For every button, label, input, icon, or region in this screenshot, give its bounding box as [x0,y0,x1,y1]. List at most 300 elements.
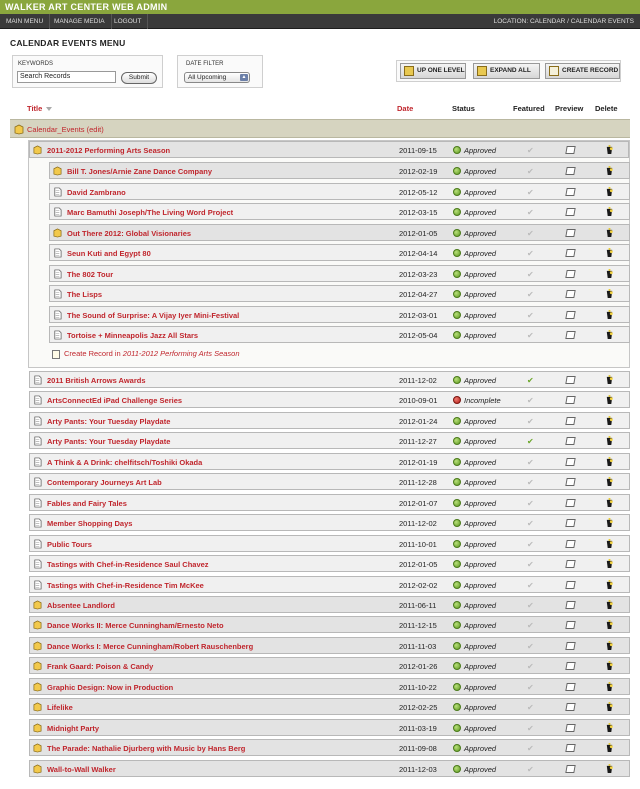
record-title[interactable]: The 802 Tour [67,269,114,279]
preview-icon[interactable] [565,540,575,548]
featured-check-icon[interactable]: ✔ [527,376,534,385]
create-record-button[interactable] [545,63,620,79]
record-row[interactable] [29,760,630,777]
status-dot-icon [453,478,461,486]
record-row[interactable] [49,224,630,241]
nav-manage-media[interactable]: MANAGE MEDIA [48,14,112,29]
search-input[interactable]: Search Records [17,71,116,83]
record-date: 2011-12-02 [399,376,437,385]
preview-icon[interactable] [565,499,575,507]
preview-icon[interactable] [565,311,575,319]
folder-icon [53,228,62,238]
record-status: Approved [464,457,497,467]
record-title[interactable]: Seun Kuti and Egypt 80 [67,249,151,258]
preview-icon[interactable] [565,478,575,486]
page-title: CALENDAR EVENTS MENU [10,38,126,48]
record-date: 2012-01-07 [399,498,438,508]
status-dot-icon [453,540,461,548]
featured-check-icon[interactable]: ✔ [527,269,534,279]
create-record-target: 2011-2012 Performing Arts Season [122,349,240,358]
delete-icon[interactable] [605,207,614,217]
record-icon [53,207,62,217]
preview-icon[interactable] [565,437,575,445]
status-dot-icon [453,642,461,650]
record-date: 2012-03-01 [399,310,438,320]
preview-icon[interactable] [565,167,575,175]
record-status: Approved [464,146,497,155]
expand-all-button[interactable] [473,63,540,79]
delete-icon[interactable] [605,477,614,487]
record-title[interactable]: Frank Gaard: Poison & Candy [47,662,154,672]
delete-icon[interactable] [605,559,614,569]
record-title[interactable]: The Sound of Surprise: A Vijay Iyer Mini-Festival [67,310,240,320]
featured-check-icon[interactable]: ✔ [527,416,534,426]
record-row[interactable] [49,162,630,179]
featured-check-icon[interactable]: ✔ [527,580,534,590]
record-date: 2011-09-15 [399,146,437,155]
record-title[interactable]: 2011 British Arrows Awards [47,376,146,385]
record-date: 2012-02-25 [399,703,438,713]
record-row[interactable] [29,535,630,552]
preview-icon[interactable] [565,249,575,257]
folder-icon [53,166,62,176]
featured-check-icon[interactable]: ✔ [527,146,534,155]
record-date: 2011-09-08 [399,744,437,754]
record-icon [53,187,62,197]
record-status: Approved [464,560,497,570]
up-one-level-label: UP ONE LEVEL [417,67,465,74]
delete-icon[interactable] [605,375,614,385]
record-title[interactable]: Marc Bamuthi Joseph/The Living Word Project [67,208,234,217]
record-title[interactable]: Midnight Party [47,723,100,733]
record-status: Approved [464,187,497,197]
status-dot-icon [453,208,461,216]
record-row[interactable] [29,432,630,449]
delete-icon[interactable] [605,743,614,753]
record-status: Incomplete [464,396,501,406]
keywords-label: KEYWORDS [18,61,54,67]
record-row[interactable] [29,555,630,572]
record-status: Approved [464,416,497,426]
preview-icon[interactable] [565,642,575,650]
sort-down-icon [46,107,52,111]
record-status: Approved [464,744,497,754]
record-icon [53,269,62,279]
record-status: Approved [464,600,497,610]
status-dot-icon [453,560,461,568]
featured-check-icon[interactable]: ✔ [527,228,534,238]
record-icon [33,539,42,549]
preview-icon[interactable] [565,458,575,466]
delete-icon[interactable] [605,330,614,340]
preview-icon[interactable] [565,560,575,568]
record-title[interactable]: Fables and Fairy Tales [47,498,127,508]
delete-icon[interactable] [605,580,614,590]
record-title[interactable]: 2011-2012 Performing Arts Season [47,146,171,155]
folder-icon [33,702,42,712]
delete-icon[interactable] [605,641,614,651]
record-row[interactable] [29,596,630,613]
featured-check-icon[interactable]: ✔ [527,437,534,447]
status-dot-icon [453,167,461,175]
root-folder-name[interactable]: Calendar_Events [27,125,85,134]
folder-icon [33,620,42,630]
status-dot-icon [453,601,461,609]
status-dot-icon [453,311,461,319]
column-title[interactable] [27,104,52,113]
folder-icon [33,145,42,155]
record-date: 2012-02-02 [399,580,438,590]
column-date[interactable]: Date [397,104,414,113]
folder-icon [33,641,42,651]
record-title[interactable]: Public Tours [47,539,92,549]
preview-icon[interactable] [565,146,575,154]
folder-icon [33,661,42,671]
nav-main-menu[interactable]: MAIN MENU [0,14,50,29]
delete-icon[interactable] [605,187,614,197]
folder-icon [33,764,42,774]
featured-check-icon[interactable]: ✔ [527,187,534,197]
record-date: 2012-01-05 [399,560,438,570]
featured-check-icon[interactable]: ✔ [527,682,534,692]
record-row[interactable] [29,678,630,695]
featured-check-icon[interactable]: ✔ [527,621,534,631]
record-status: Approved [464,580,497,590]
column-status: Status [452,104,475,113]
column-delete: Delete [595,104,618,113]
delete-icon[interactable] [605,518,614,528]
preview-icon[interactable] [565,683,575,691]
record-date: 2012-03-15 [399,208,438,217]
featured-check-icon[interactable]: ✔ [527,396,534,406]
record-title[interactable]: Out There 2012: Global Visionaries [67,228,192,238]
record-status: Approved [464,764,497,774]
featured-check-icon[interactable]: ✔ [527,539,534,549]
featured-check-icon[interactable]: ✔ [527,457,534,467]
featured-check-icon[interactable]: ✔ [527,310,534,320]
status-dot-icon [453,683,461,691]
root-folder-row[interactable] [10,119,630,138]
record-row[interactable] [29,141,629,158]
record-status: Approved [464,682,497,692]
record-row[interactable] [49,285,630,302]
record-row[interactable] [29,391,630,408]
record-date: 2012-01-19 [399,457,438,467]
record-status: Approved [464,376,497,385]
delete-icon[interactable] [605,145,614,155]
featured-check-icon[interactable]: ✔ [527,167,534,176]
delete-icon[interactable] [605,539,614,549]
record-icon [33,559,42,569]
record-row[interactable] [49,306,630,323]
date-filter-value: All Upcoming [188,74,227,81]
record-date: 2011-03-19 [399,723,437,733]
record-icon [53,289,62,299]
featured-check-icon[interactable]: ✔ [527,662,534,672]
record-row[interactable] [49,326,630,343]
record-date: 2012-03-23 [399,269,438,279]
featured-check-icon[interactable]: ✔ [527,764,534,774]
featured-check-icon[interactable]: ✔ [527,478,534,488]
delete-icon[interactable] [605,661,614,671]
preview-icon[interactable] [565,270,575,278]
record-row[interactable] [29,412,630,429]
create-record-in-group[interactable] [52,349,240,359]
create-record-icon [52,350,60,359]
record-row[interactable] [49,183,630,200]
record-icon [53,310,62,320]
record-title[interactable]: David Zambrano [67,187,126,197]
folder-icon [33,723,42,733]
record-icon [53,330,62,340]
record-date: 2012-05-04 [399,331,438,340]
preview-icon[interactable] [565,744,575,752]
folder-up-icon [404,66,414,76]
status-dot-icon [453,519,461,527]
record-row[interactable] [29,657,630,674]
preview-icon[interactable] [565,208,575,216]
status-dot-icon [453,331,461,339]
status-dot-icon [453,376,461,384]
record-title[interactable]: Dance Works II: Merce Cunningham/Ernesto Neto [47,621,224,631]
featured-check-icon[interactable]: ✔ [527,600,534,610]
delete-icon[interactable] [605,248,614,258]
preview-icon[interactable] [565,331,575,339]
record-icon [53,248,62,258]
expand-all-label: EXPAND ALL [490,67,531,74]
record-title[interactable]: Member Shopping Days [47,519,133,529]
record-row[interactable] [49,244,630,261]
featured-check-icon[interactable]: ✔ [527,498,534,508]
record-date: 2012-01-26 [399,662,438,672]
record-status: Approved [464,539,497,549]
folder-icon [33,743,42,753]
delete-icon[interactable] [605,269,614,279]
record-icon [33,457,42,467]
delete-icon[interactable] [605,166,614,176]
status-dot-icon [453,662,461,670]
status-dot-icon [453,290,461,298]
expand-icon [477,66,487,76]
delete-icon[interactable] [605,395,614,405]
record-row[interactable] [29,494,630,511]
record-date: 2012-02-19 [399,167,438,176]
record-status: Approved [464,331,497,340]
folder-icon [33,682,42,692]
record-title[interactable]: Lifelike [47,703,73,713]
record-title[interactable]: Tortoise + Minneapolis Jazz All Stars [67,331,199,340]
featured-check-icon[interactable]: ✔ [527,290,534,299]
preview-icon[interactable] [565,703,575,711]
record-icon [33,477,42,487]
record-title[interactable]: Arty Pants: Your Tuesday Playdate [47,416,171,426]
record-status: Approved [464,641,497,651]
column-featured: Featured [513,104,545,113]
featured-check-icon[interactable]: ✔ [527,560,534,570]
preview-icon[interactable] [565,581,575,589]
record-row[interactable] [29,453,630,470]
record-date: 2011-12-28 [399,478,437,488]
column-title-label: Title [27,104,43,113]
status-dot-icon [453,396,461,404]
record-title[interactable]: Absentee Landlord [47,600,115,610]
delete-icon[interactable] [605,702,614,712]
header-bar [0,0,640,14]
record-row[interactable] [49,265,630,282]
record-title[interactable]: Bill T. Jones/Arnie Zane Dance Company [67,167,213,176]
preview-icon[interactable] [565,662,575,670]
record-status: Approved [464,228,497,238]
folder-icon [33,600,42,610]
status-dot-icon [453,188,461,196]
delete-icon[interactable] [605,457,614,467]
preview-icon[interactable] [565,621,575,629]
status-dot-icon [453,703,461,711]
record-row[interactable] [29,514,630,531]
record-icon [33,580,42,590]
record-row[interactable] [29,576,630,593]
record-date: 2011-10-22 [399,682,437,692]
delete-icon[interactable] [605,682,614,692]
featured-check-icon[interactable]: ✔ [527,249,534,258]
delete-icon[interactable] [605,498,614,508]
root-edit-link[interactable]: (edit) [86,125,104,134]
record-row[interactable] [29,719,630,736]
record-status: Approved [464,249,497,258]
record-row[interactable] [29,616,630,633]
status-dot-icon [453,437,461,445]
nav-logout[interactable]: LOGOUT [108,14,148,29]
record-title[interactable]: Tastings with Chef-in-Residence Tim McKee [47,580,204,590]
delete-icon[interactable] [605,620,614,630]
record-icon [33,395,42,405]
record-title[interactable]: Wall-to-Wall Walker [47,764,116,774]
status-dot-icon [453,581,461,589]
record-icon [33,436,42,446]
status-dot-icon [453,458,461,466]
record-status: Approved [464,208,497,217]
record-title[interactable]: Dance Works I: Merce Cunningham/Robert Rauschenberg [47,641,254,651]
nav-bar [0,14,640,29]
record-title[interactable]: ArtsConnectEd iPad Challenge Series [47,396,183,406]
record-icon [33,518,42,528]
status-dot-icon [453,270,461,278]
record-row[interactable] [29,698,630,715]
root-folder-label [27,125,104,134]
record-row[interactable] [29,637,630,654]
record-status: Approved [464,519,497,529]
delete-icon[interactable] [605,416,614,426]
app-title: WALKER ART CENTER WEB ADMIN [5,2,168,12]
record-title[interactable]: Arty Pants: Your Tuesday Playdate [47,437,171,447]
delete-icon[interactable] [605,723,614,733]
featured-check-icon[interactable]: ✔ [527,744,534,754]
record-status: Approved [464,478,497,488]
record-status: Approved [464,723,497,733]
record-date: 2010-09-01 [399,396,438,406]
status-dot-icon [453,621,461,629]
record-status: Approved [464,167,497,176]
create-icon [549,66,559,76]
delete-icon[interactable] [605,310,614,320]
record-row[interactable] [29,371,630,388]
record-date: 2012-04-27 [399,290,438,299]
preview-icon[interactable] [565,376,575,384]
featured-check-icon[interactable]: ✔ [527,703,534,713]
record-row[interactable] [49,203,630,220]
record-icon [33,498,42,508]
featured-check-icon[interactable]: ✔ [527,331,534,340]
delete-icon[interactable] [605,289,614,299]
record-status: Approved [464,437,497,447]
featured-check-icon[interactable]: ✔ [527,641,534,651]
record-title[interactable]: A Think & A Drink: chelfitsch/Toshiki Okada [47,457,203,467]
folder-icon [14,124,24,135]
status-dot-icon [453,229,461,237]
preview-icon[interactable] [565,601,575,609]
record-status: Approved [464,621,497,631]
record-row[interactable] [29,739,630,756]
status-dot-icon [453,146,461,154]
record-status: Approved [464,310,497,320]
create-record-prefix: Create Record in [64,349,123,358]
preview-icon[interactable] [565,519,575,527]
record-date: 2011-06-11 [399,600,437,610]
delete-icon[interactable] [605,600,614,610]
delete-icon[interactable] [605,764,614,774]
preview-icon[interactable] [565,290,575,298]
preview-icon[interactable] [565,229,575,237]
record-status: Approved [464,662,497,672]
delete-icon[interactable] [605,228,614,238]
date-filter-select[interactable] [184,72,250,83]
record-date: 2011-12-27 [399,437,437,447]
preview-icon[interactable] [565,724,575,732]
record-date: 2012-04-14 [399,249,438,258]
record-date: 2011-12-15 [399,621,437,631]
record-title[interactable]: Graphic Design: Now in Production [47,682,174,692]
preview-icon[interactable] [565,765,575,773]
featured-check-icon[interactable]: ✔ [527,723,534,733]
record-icon [33,416,42,426]
status-dot-icon [453,249,461,257]
featured-check-icon[interactable]: ✔ [527,519,534,529]
record-row[interactable] [29,473,630,490]
record-date: 2011-12-02 [399,519,437,529]
submit-button[interactable]: Submit [121,72,157,84]
up-one-level-button[interactable] [400,63,466,79]
record-date: 2012-05-12 [399,187,438,197]
record-title[interactable]: Tastings with Chef-in-Residence Saul Chavez [47,560,209,570]
record-date: 2012-01-05 [399,228,438,238]
preview-icon[interactable] [565,188,575,196]
preview-icon[interactable] [565,396,575,404]
record-status: Approved [464,498,497,508]
date-filter-label: DATE FILTER [186,61,224,67]
status-dot-icon [453,765,461,773]
preview-icon[interactable] [565,417,575,425]
delete-icon[interactable] [605,436,614,446]
record-status: Approved [464,290,497,299]
record-status: Approved [464,269,497,279]
record-title[interactable]: The Lisps [67,290,103,299]
record-title[interactable]: The Parade: Nathalie Djurberg with Music by Hans Berg [47,744,246,754]
record-date: 2012-01-24 [399,416,438,426]
status-dot-icon [453,417,461,425]
record-title[interactable]: Contemporary Journeys Art Lab [47,478,162,488]
status-dot-icon [453,724,461,732]
featured-check-icon[interactable]: ✔ [527,208,534,217]
